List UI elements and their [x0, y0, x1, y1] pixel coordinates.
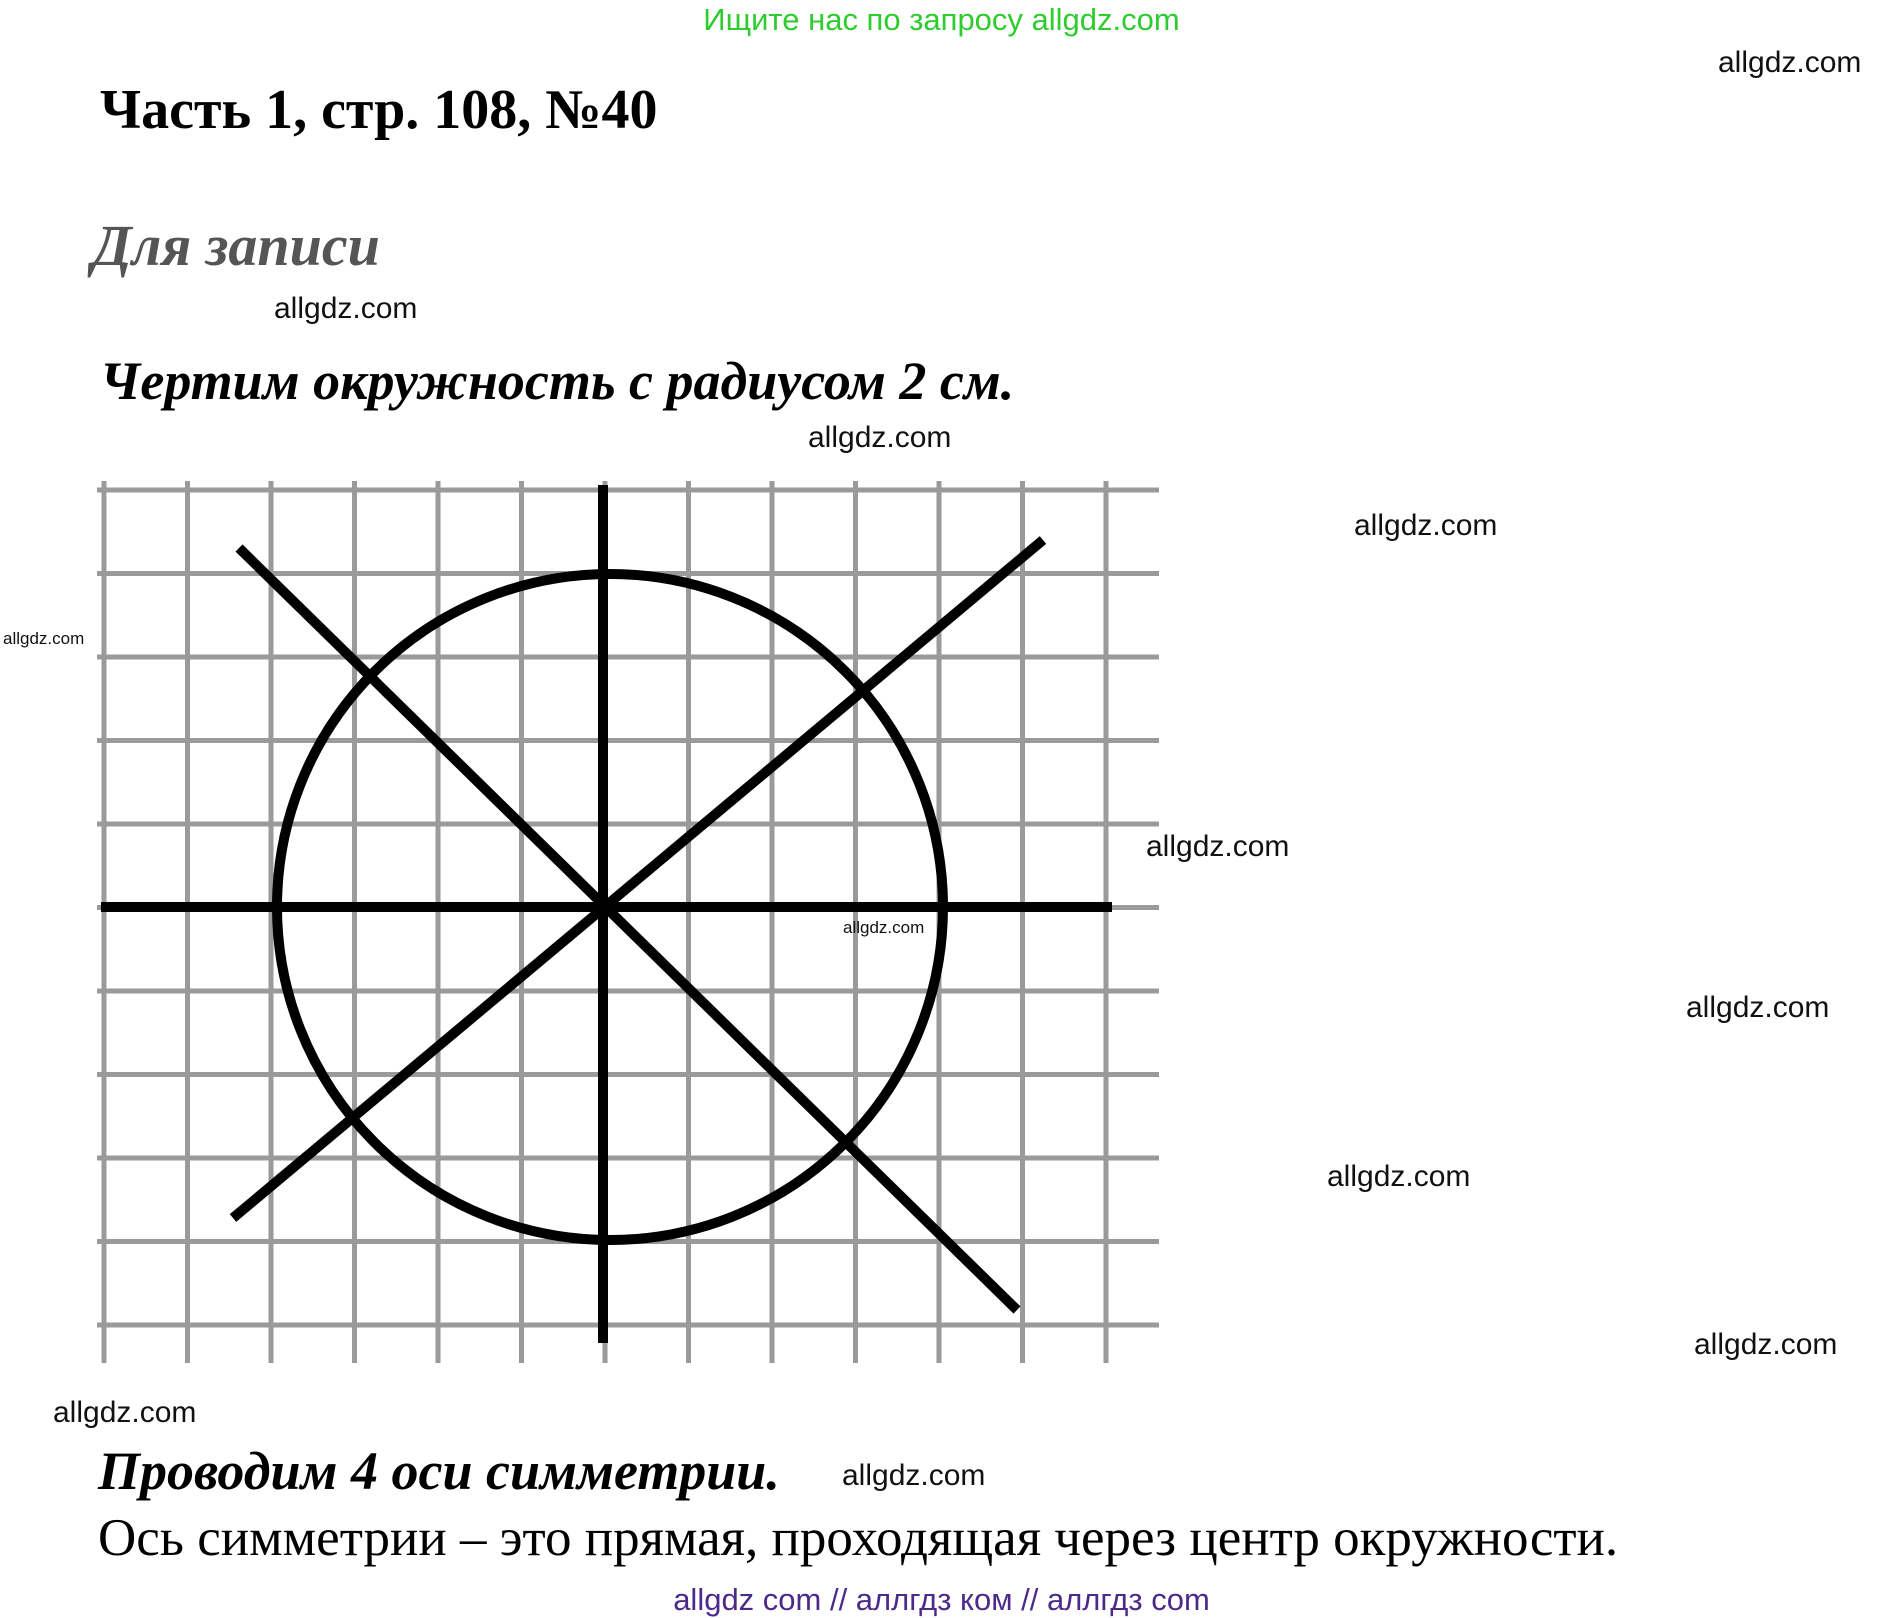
watermark: allgdz.com: [1718, 46, 1862, 79]
page-title: Часть 1, стр. 108, №40: [100, 79, 658, 141]
search-banner: Ищите нас по запросу allgdz.com: [703, 2, 1180, 37]
subtitle: Для записи: [92, 213, 380, 278]
circle-symmetry-figure: [97, 481, 1159, 1363]
bottom-links: allgdz com // аллгдз ком // аллгдз com: [673, 1582, 1210, 1617]
watermark: allgdz.com: [808, 421, 952, 454]
watermark: allgdz.com: [3, 629, 85, 648]
watermark: allgdz.com: [842, 1459, 986, 1492]
explanation-text: Ось симметрии – это прямая, проходящая через центр окружности.: [98, 1509, 1619, 1567]
watermark: allgdz.com: [1686, 991, 1830, 1024]
watermark: allgdz.com: [1146, 830, 1290, 863]
grid-paper: [97, 481, 1159, 1363]
step-axes-text: Проводим 4 оси симметрии.: [98, 1441, 780, 1501]
watermark: allgdz.com: [1354, 509, 1498, 542]
watermark: allgdz.com: [1327, 1160, 1471, 1193]
watermark: allgdz.com: [1694, 1328, 1838, 1361]
watermark: allgdz.com: [53, 1396, 197, 1429]
watermark: allgdz.com: [274, 292, 418, 325]
step-circle-text: Чертим окружность с радиусом 2 см.: [100, 351, 1015, 411]
watermark: allgdz.com: [843, 918, 925, 937]
